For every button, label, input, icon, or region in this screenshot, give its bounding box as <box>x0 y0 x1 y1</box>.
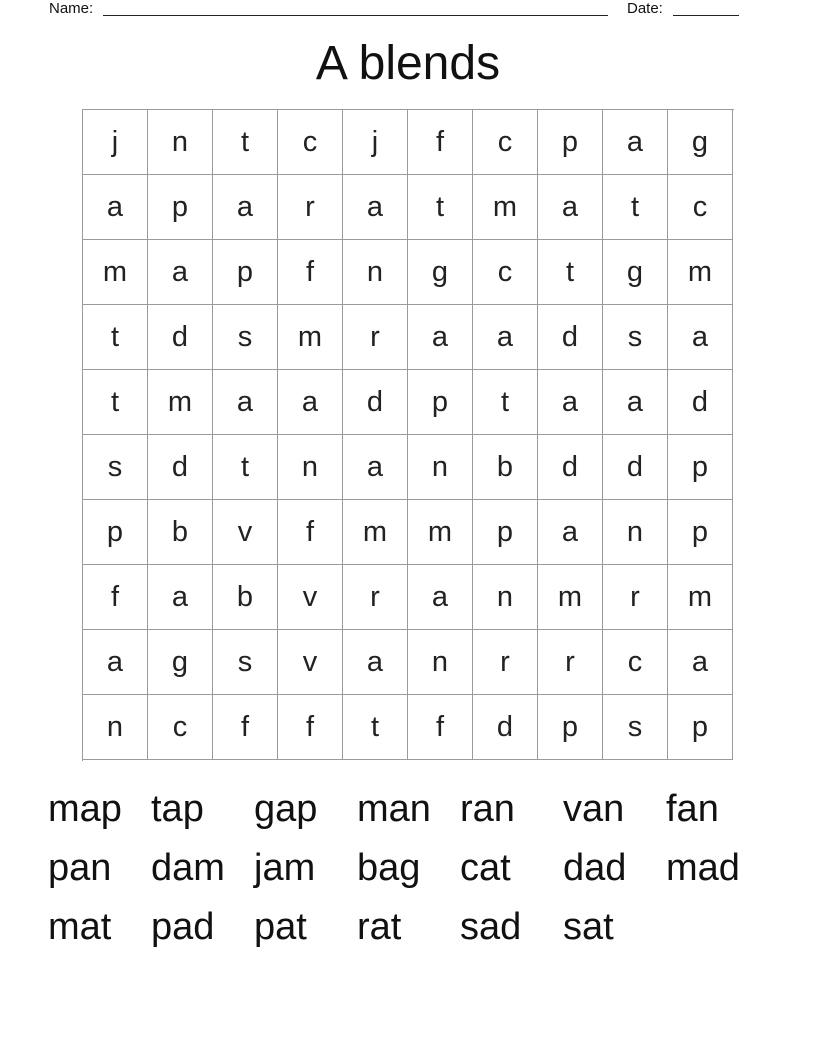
grid-cell: p <box>538 110 603 175</box>
grid-cell: s <box>83 435 148 500</box>
grid-cell: a <box>538 370 603 435</box>
word-bank-item: mat <box>48 906 112 948</box>
grid-cell: s <box>603 305 668 370</box>
grid-cell: d <box>473 695 538 760</box>
grid-cell: r <box>343 305 408 370</box>
grid-cell: f <box>278 240 343 305</box>
grid-cell: s <box>603 695 668 760</box>
grid-cell: f <box>408 110 473 175</box>
word-bank-item: sad <box>460 906 522 948</box>
grid-cell: f <box>278 500 343 565</box>
grid-cell: n <box>603 500 668 565</box>
grid-cell: a <box>668 305 733 370</box>
grid-cell: r <box>278 175 343 240</box>
grid-cell: t <box>538 240 603 305</box>
grid-cell: m <box>538 565 603 630</box>
word-bank <box>48 782 768 959</box>
grid-cell: r <box>603 565 668 630</box>
grid-cell: f <box>408 695 473 760</box>
grid-cell: a <box>343 630 408 695</box>
grid-cell: d <box>538 435 603 500</box>
grid-cell: r <box>538 630 603 695</box>
grid-cell: a <box>473 305 538 370</box>
grid-cell: a <box>83 630 148 695</box>
grid-cell: j <box>83 110 148 175</box>
grid-cell: f <box>83 565 148 630</box>
word-bank-item: pat <box>254 906 307 948</box>
grid-cell: c <box>278 110 343 175</box>
grid-cell: g <box>408 240 473 305</box>
grid-cell: c <box>473 110 538 175</box>
word-bank-item: tap <box>151 788 204 830</box>
word-bank-item: man <box>357 788 431 830</box>
word-bank-item: dam <box>151 847 225 889</box>
grid-cell: a <box>408 565 473 630</box>
grid-cell: a <box>408 305 473 370</box>
grid-cell: a <box>603 370 668 435</box>
grid-cell: m <box>668 565 733 630</box>
grid-cell: p <box>538 695 603 760</box>
grid-cell: a <box>343 435 408 500</box>
date-label: Date: <box>627 0 663 17</box>
word-bank-item: fan <box>666 788 719 830</box>
grid-cell: a <box>213 370 278 435</box>
word-bank-item: ran <box>460 788 515 830</box>
grid-cell: a <box>213 175 278 240</box>
grid-cell: a <box>83 175 148 240</box>
word-bank-item: van <box>563 788 625 830</box>
grid-cell: p <box>148 175 213 240</box>
grid-cell: d <box>538 305 603 370</box>
word-bank-item: gap <box>254 788 318 830</box>
grid-cell: p <box>668 695 733 760</box>
word-bank-item: pan <box>48 847 112 889</box>
grid-cell: p <box>408 370 473 435</box>
grid-cell: a <box>668 630 733 695</box>
grid-cell: n <box>408 435 473 500</box>
grid-cell: c <box>668 175 733 240</box>
grid-cell: d <box>603 435 668 500</box>
grid-cell: t <box>83 370 148 435</box>
grid-cell: n <box>148 110 213 175</box>
grid-cell: g <box>668 110 733 175</box>
word-bank-item: bag <box>357 847 421 889</box>
grid-cell: a <box>343 175 408 240</box>
date-blank-line <box>673 15 739 16</box>
name-label: Name: <box>49 0 94 17</box>
grid-cell: v <box>278 565 343 630</box>
grid-cell: n <box>83 695 148 760</box>
grid-cell: f <box>213 695 278 760</box>
word-bank-item: pad <box>151 906 215 948</box>
grid-cell: t <box>603 175 668 240</box>
grid-cell: d <box>148 305 213 370</box>
grid-cell: m <box>278 305 343 370</box>
grid-cell: d <box>668 370 733 435</box>
grid-cell: a <box>278 370 343 435</box>
grid-cell: a <box>538 500 603 565</box>
grid-cell: b <box>473 435 538 500</box>
grid-cell: t <box>343 695 408 760</box>
grid-cell: c <box>148 695 213 760</box>
grid-cell: t <box>83 305 148 370</box>
grid-cell: c <box>603 630 668 695</box>
word-bank-item: cat <box>460 847 511 889</box>
grid-cell: s <box>213 305 278 370</box>
grid-cell: c <box>473 240 538 305</box>
grid-cell: n <box>473 565 538 630</box>
grid-cell: g <box>603 240 668 305</box>
word-bank-item: mad <box>666 847 740 889</box>
grid-cell: m <box>408 500 473 565</box>
grid-cell: p <box>668 500 733 565</box>
grid-cell: f <box>278 695 343 760</box>
grid-cell: r <box>473 630 538 695</box>
grid-cell: b <box>213 565 278 630</box>
grid-cell: n <box>278 435 343 500</box>
grid-cell: t <box>473 370 538 435</box>
word-search-grid <box>82 109 734 761</box>
grid-cell: m <box>83 240 148 305</box>
page-title: A blends <box>315 37 501 90</box>
grid-cell: p <box>213 240 278 305</box>
grid-cell: t <box>213 435 278 500</box>
grid-cell: m <box>148 370 213 435</box>
grid-cell: m <box>343 500 408 565</box>
grid-cell: a <box>148 240 213 305</box>
word-bank-item: dad <box>563 847 627 889</box>
grid-cell: a <box>148 565 213 630</box>
grid-cell: b <box>148 500 213 565</box>
word-bank-item: map <box>48 788 122 830</box>
grid-cell: j <box>343 110 408 175</box>
grid-cell: n <box>343 240 408 305</box>
grid-cell: t <box>213 110 278 175</box>
grid-cell: d <box>148 435 213 500</box>
grid-cell: d <box>343 370 408 435</box>
grid-cell: p <box>83 500 148 565</box>
word-bank-item: jam <box>254 847 316 889</box>
grid-cell: p <box>668 435 733 500</box>
grid-cell: n <box>408 630 473 695</box>
grid-cell: g <box>148 630 213 695</box>
grid-cell: t <box>408 175 473 240</box>
header <box>49 0 749 18</box>
grid-cell: v <box>278 630 343 695</box>
word-bank-item: sat <box>563 906 614 948</box>
word-bank-item: rat <box>357 906 402 948</box>
grid-cell: m <box>473 175 538 240</box>
name-blank-line <box>103 15 608 16</box>
grid-cell: v <box>213 500 278 565</box>
grid-cell: r <box>343 565 408 630</box>
grid-cell: p <box>473 500 538 565</box>
grid-cell: a <box>538 175 603 240</box>
grid-cell: s <box>213 630 278 695</box>
grid-cell: a <box>603 110 668 175</box>
grid-cell: m <box>668 240 733 305</box>
